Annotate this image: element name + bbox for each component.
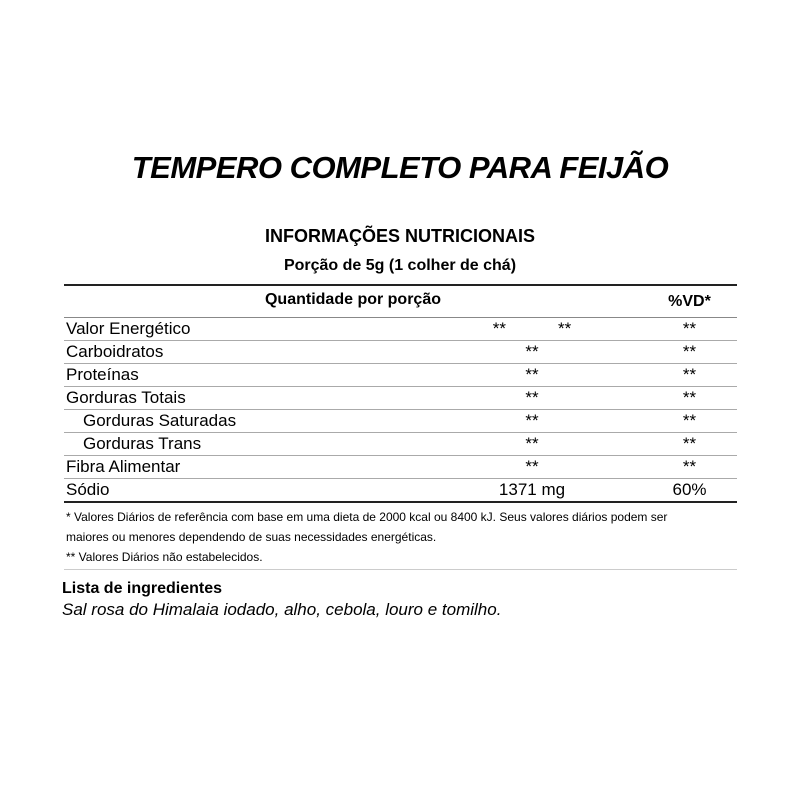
ingredients-list: Sal rosa do Himalaia iodado, alho, cebola, louro e tomilho. [62,600,502,619]
nutrient-name: Gorduras Saturadas [83,411,237,430]
nutrient-name: Gorduras Totais [66,388,186,407]
nutrient-amount: ** [525,457,539,476]
column-header-quantity: Quantidade por porção [264,291,441,308]
column-header-daily-value: %VD* [668,293,711,310]
nutrient-amount: ** [525,365,539,384]
table-row-carbohydrates [64,341,737,364]
nutrient-daily-value: ** [682,365,697,384]
product-title: TEMPERO COMPLETO PARA FEIJÃO [131,150,669,185]
nutrition-heading: INFORMAÇÕES NUTRICIONAIS [265,226,535,246]
nutrient-name: Sódio [66,480,110,499]
table-footnotes [64,503,737,570]
nutrient-amount: ** [525,434,539,453]
table-header-row [64,286,737,318]
footnote-daily-values-line-2: maiores ou menores dependendo de suas necessidades energéticas. [66,530,437,544]
nutrition-table [64,284,737,570]
nutrient-daily-value: 60% [672,480,707,499]
nutrient-daily-value: ** [682,342,697,361]
nutrient-amount: 1371 mg [498,480,566,499]
nutrient-amount: ** ** [492,319,572,338]
table-row-trans-fat [64,433,737,456]
table-row-proteins [64,364,737,387]
table-row-sodium [64,479,737,503]
nutrient-name: Fibra Alimentar [66,457,181,476]
nutrient-amount: ** [525,342,539,361]
nutrient-amount: ** [525,411,539,430]
table-row-saturated-fat [64,410,737,433]
nutrient-daily-value: ** [682,457,697,476]
nutrient-daily-value: ** [682,434,697,453]
table-row-fiber [64,456,737,479]
nutrient-name: Gorduras Trans [83,434,202,453]
nutrient-amount: ** [525,388,539,407]
nutrient-daily-value: ** [682,388,697,407]
table-row-energy [64,318,737,341]
footnote-not-established: ** Valores Diários não estabelecidos. [66,550,263,564]
nutrient-name: Proteínas [66,365,139,384]
portion-size: Porção de 5g (1 colher de chá) [283,257,517,274]
nutrient-daily-value: ** [682,411,697,430]
nutrient-name: Valor Energético [66,319,191,338]
table-row-total-fat [64,387,737,410]
ingredients-heading: Lista de ingredientes [62,580,223,597]
nutrient-name: Carboidratos [66,342,164,361]
footnote-daily-values-line-1: * Valores Diários de referência com base em uma dieta de 2000 kcal ou 8400 kJ. Seus valores diários podem ser [66,510,668,524]
nutrient-daily-value: ** [682,319,697,338]
